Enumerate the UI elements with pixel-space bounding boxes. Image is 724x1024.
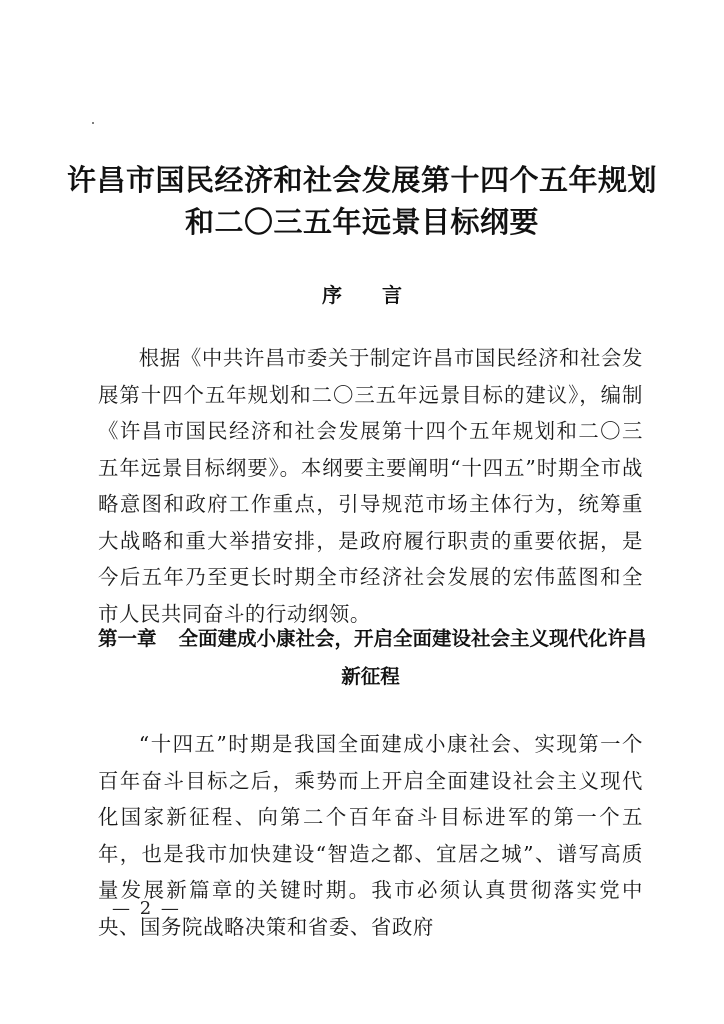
chapter-label: 第一章 (98, 627, 157, 650)
preface-heading: 序言 (322, 283, 442, 307)
chapter-heading (98, 620, 647, 696)
chapter-paragraph: “十四五”时期是我国全面建成小康社会、实现第一个百年奋斗目标之后，乘势而上开启全面建设社会主义现代化国家新征程、向第二个百年奋斗目标进军的第一个五年，也是我市加快建设“智造之都、宜居之城”、谱写高质量发展新篇章的关键时期。我市必须认真贯彻落实党中央、国务院战略决策和省委、省政府 (98, 732, 643, 939)
document-title-line-2: 和二〇三五年远景目标纲要 (184, 205, 539, 239)
scan-dot (92, 122, 94, 124)
chapter-heading-line-1 (98, 620, 647, 658)
preface-paragraph: 根据《中共许昌市委关于制定许昌市国民经济和社会发展第十四个五年规划和二〇三五年远景目标的建议》，编制《许昌市国民经济和社会发展第十四个五年规划和二〇三五年远景目标纲要》。本纲要主要阐明“十四五”时期全市战略意图和政府工作重点，引导规范市场主体行为，统筹重大战略和重大举措安排，是政府履行职责的重要依据，是今后五年乃至更长时期全市经济社会发展的宏伟蓝图和全市人民共同奋斗的行动纲领。 (98, 346, 643, 626)
document-title-line-1: 许昌市国民经济和社会发展第十四个五年规划 (66, 163, 657, 197)
page-number: — 2 — (112, 898, 181, 919)
chapter-title-line-1: 全面建成小康社会，开启全面建设社会主义现代化许昌 (178, 627, 647, 650)
chapter-title-line-2: 新征程 (341, 665, 400, 688)
